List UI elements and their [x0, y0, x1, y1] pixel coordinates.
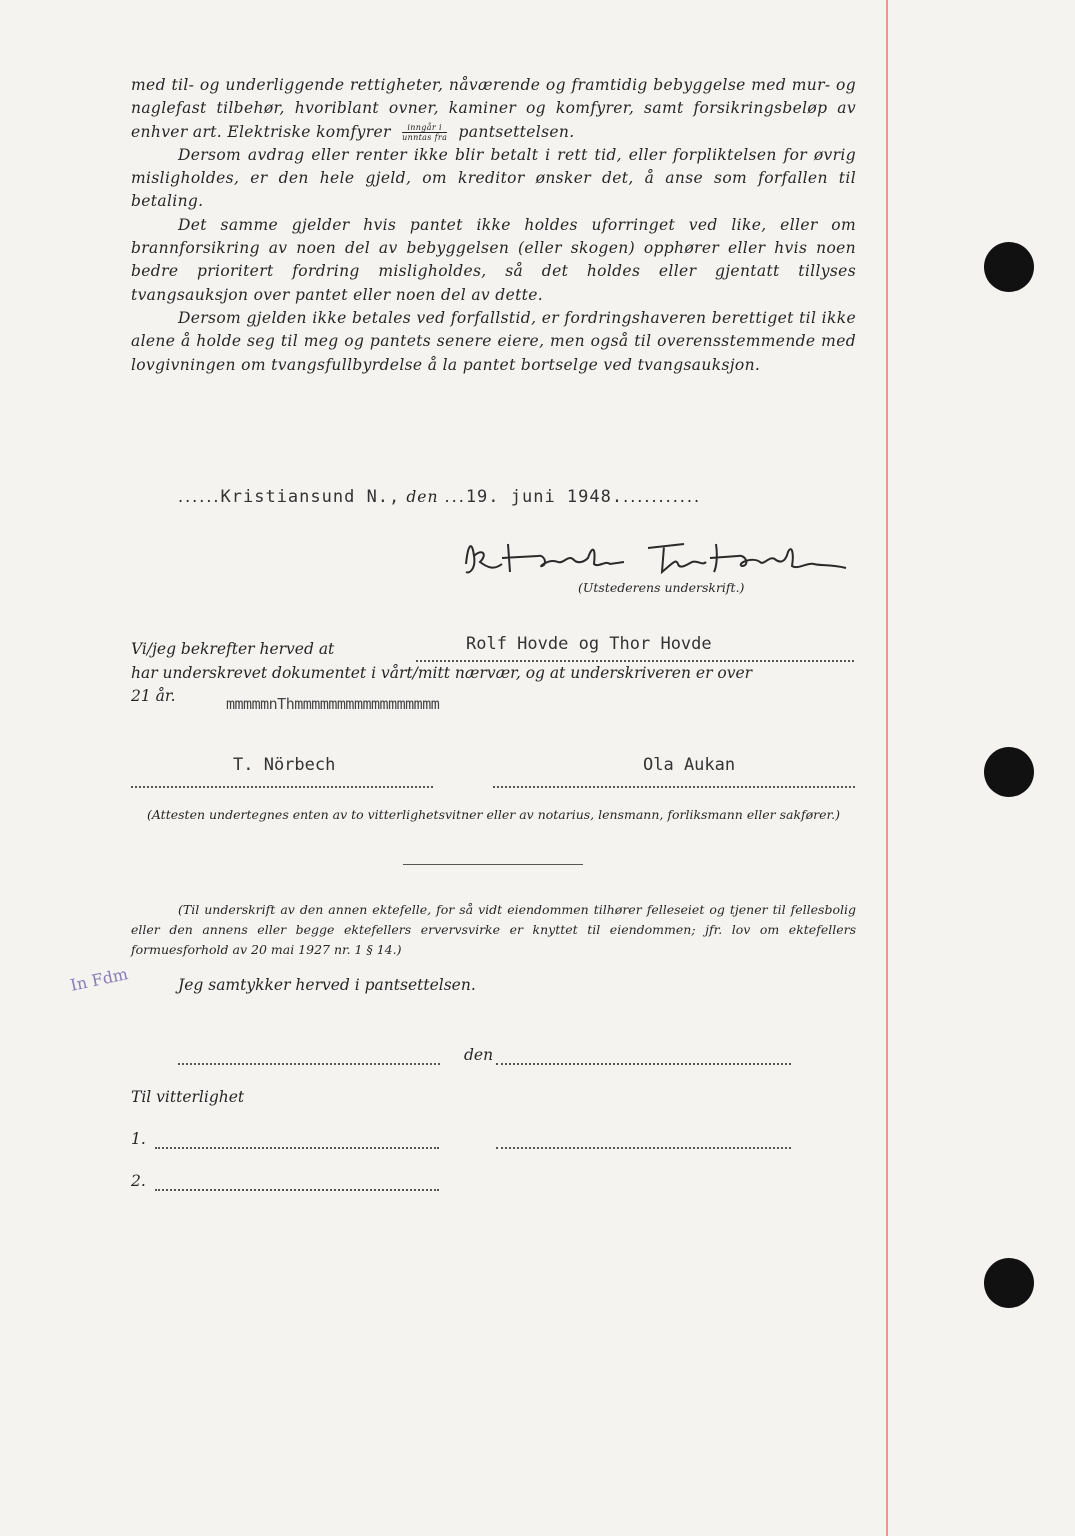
den-label-2: den	[464, 1046, 494, 1064]
witness-1-name: T. Nörbech	[233, 755, 336, 775]
names-dotline	[416, 660, 854, 662]
witness-label-2: 2.	[131, 1172, 146, 1190]
confirm-line-3: 21 år.	[131, 687, 176, 705]
date: 19. juni 1948.	[465, 487, 624, 507]
consent-date-dotline	[496, 1063, 791, 1065]
witness-1-dotline	[131, 786, 433, 788]
paragraph-default: Dersom avdrag eller renter ikke blir betalt i rett tid, eller forpliktelsen for øvrig misligholdes, er den hele gjeld, om kreditor ønsker det, å anse som forfallen til betaling.	[131, 145, 856, 211]
witness-2-dotline	[493, 786, 855, 788]
place: Kristiansund N.,	[220, 487, 401, 507]
vitt-2-dotline	[155, 1189, 439, 1191]
punch-hole	[984, 747, 1034, 797]
witness-2-name: Ola Aukan	[643, 755, 736, 775]
confirmed-names: Rolf Hovde og Thor Hovde	[466, 634, 712, 654]
witness-label-1: 1.	[131, 1130, 146, 1148]
confirm-line-1: Vi/jeg bekrefter herved at	[131, 640, 335, 658]
stamp: In Fdm	[68, 964, 130, 995]
paragraph-enforcement: Dersom gjelden ikke betales ved forfallstid, er fordringshaveren berettiget til ikke alene å holde seg til meg og pantets senere eiere, men også til overensstemmende med lovgivningen om tvangsfullbyrdelse å la pantet bortselge ved tvangsauksjon.	[131, 308, 856, 374]
paragraph-property: med til- og underliggende rettigheter, nåværende og framtidig bebyggelse med mur- og naglefast tilbehør, hvoriblant ovner, kaminer og komfyrer, samt forsikringsbeløp av enhver art. Elektriske komfyrer $\frac{\text{inngår i}}{\text{unntas fra}}$ pantsettelsen.	[131, 76, 856, 143]
issuer-caption: (Utstederens underskrift.)	[578, 580, 745, 595]
separator	[403, 864, 583, 865]
confirm-line-2: har underskrevet dokumentet i vårt/mitt nærvær, og at underskriveren er over	[131, 663, 753, 682]
paragraph-maintenance: Det samme gjelder hvis pantet ikke holdes uforringet ved like, eller om brannforsikring av noen del av bebyggelsen (eller skogen) opphører eller hvis noen bedre prioritert fordring misligholdes, så det holdes eller gjentatt tillyses tvangsauksjon over pantet eller noen del av dette.	[131, 215, 856, 304]
punch-hole	[984, 242, 1034, 292]
consent-line: Jeg samtykker herved i pantsettelsen.	[178, 976, 476, 994]
spouse-note: (Til underskrift av den annen ektefelle, for så vidt eiendommen tilhører felleseiet og tjener til fellesbolig eller den annens eller begge ektefellers ervervsvirke er knyttet til eiendommen; jfr. lov om ektefellers formuesforhold av 20 mai 1927 nr. 1 § 14.)	[131, 902, 856, 957]
til-vitterlighet: Til vitterlighet	[131, 1088, 245, 1106]
struck-text: mmmmmnThmmmmmmmmmmmmmmmmm	[226, 695, 440, 713]
pledge-terms	[131, 74, 856, 377]
margin-rule	[886, 0, 888, 1536]
punch-hole	[984, 1258, 1034, 1308]
consent-place-dotline	[178, 1063, 440, 1065]
attest-note: (Attesten undertegnes enten av to vitterlighetsvitner eller av notarius, lensmann, forliksmann eller sakfører.)	[147, 807, 840, 822]
place-date-line: ......Kristiansund N., den ...19. juni 1948............	[178, 487, 702, 507]
vitt-1b-dotline	[496, 1147, 791, 1149]
komfyrer-option: $\frac{\text{inngår i}}{\text{unntas fra}}$	[402, 123, 448, 143]
signature-scribble	[458, 534, 858, 584]
vitt-1-dotline	[155, 1147, 439, 1149]
den-label: den	[406, 488, 439, 506]
issuer-signature	[458, 534, 858, 584]
